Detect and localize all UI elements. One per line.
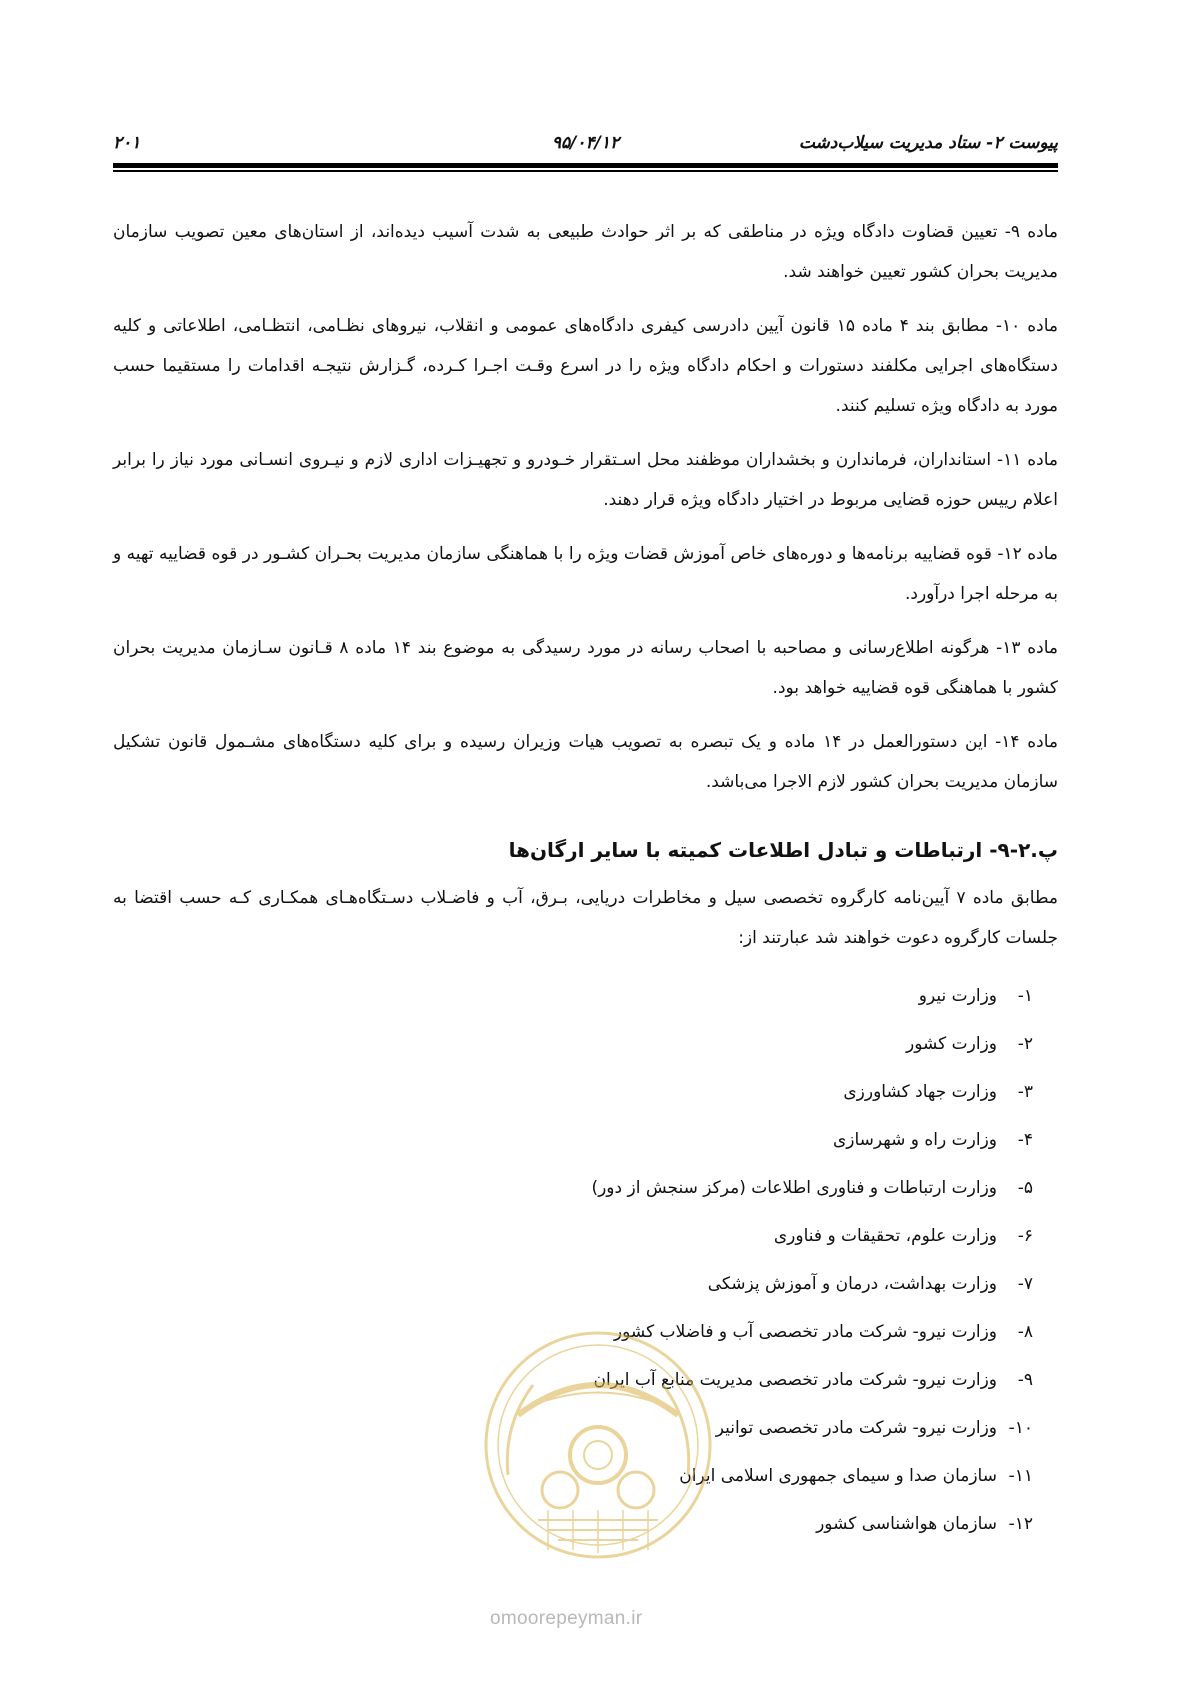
list-item-number: ۹- — [1017, 1370, 1033, 1390]
header-title: پیوست ۲- ستاد مدیریت سیلاب‌دشت — [798, 133, 1058, 153]
list-item-text: وزارت نیرو — [918, 986, 997, 1006]
header-rule-thin — [113, 170, 1058, 172]
list-item — [113, 1116, 1033, 1164]
section-heading: پ.۲-۹- ارتباطات و تبادل اطلاعات کمیته با سایر ارگان‌ها — [508, 838, 1058, 862]
list-item — [113, 1164, 1033, 1212]
list-item-number: ۶- — [1017, 1226, 1033, 1246]
list-item — [113, 1260, 1033, 1308]
list-item-text: وزارت راه و شهرسازی — [832, 1130, 997, 1150]
watermark-site: omoorepeyman.ir — [490, 1608, 643, 1629]
list-item-text: وزارت نیرو- شرکت مادر تخصصی آب و فاضلاب کشور — [613, 1322, 997, 1342]
article-9: ماده ۹- تعیین قضاوت دادگاه ویژه در مناطقی که بر اثر حوادث طبیعی به شدت آسیب دیده‌اند، از استان‌های معین تصویب سازمان مدیریت بحران کشور تعیین خواهند شد. — [113, 222, 1058, 282]
list-item-number: ۴- — [1017, 1130, 1033, 1150]
list-item — [113, 1068, 1033, 1116]
list-item-number: ۱۱- — [1008, 1466, 1033, 1486]
list-item-number: ۱۰- — [1008, 1418, 1033, 1438]
list-item-number: ۲- — [1017, 1034, 1033, 1054]
list-item-text: سازمان هواشناسی کشور — [816, 1514, 997, 1534]
list-item-text: وزارت جهاد کشاورزی — [843, 1082, 997, 1102]
list-item-text: وزارت علوم، تحقیقات و فناوری — [773, 1226, 997, 1246]
list-item-number: ۵- — [1017, 1178, 1033, 1198]
list-item-number: ۱- — [1017, 986, 1033, 1006]
list-item-text: وزارت نیرو- شرکت مادر تخصصی توانیر — [715, 1418, 997, 1438]
list-item-text: وزارت نیرو- شرکت مادر تخصصی مدیریت منابع آب ایران — [593, 1370, 997, 1390]
list-item-text: وزارت ارتباطات و فناوری اطلاعات (مرکز سنجش از دور) — [591, 1178, 997, 1198]
page-number: ۲۰۱ — [113, 133, 141, 153]
list-item — [113, 972, 1033, 1020]
list-item-number: ۷- — [1017, 1274, 1033, 1294]
article-13: ماده ۱۳- هرگونه اطلاع‌رسانی و مصاحبه با اصحاب رسانه در مورد رسیدگی به موضوع بند ۱۴ ماده ۸ قـانون سـازمان مدیریت بحران کشور با هماهنگی قوه قضاییه خواهد بود. — [113, 638, 1058, 698]
article-14: ماده ۱۴- این دستورالعمل در ۱۴ ماده و یک تبصره به تصویب هیات وزیران رسیده و برای کلیه دستگاه‌های مشـمول قانون تشکیل سازمان مدیریت بحران کشور لازم الاجرا می‌باشد. — [113, 732, 1059, 792]
list-item — [113, 1020, 1033, 1068]
article-10: ماده ۱۰- مطابق بند ۴ ماده ۱۵ قانون آیین دادرسی کیفری دادگاه‌های عمومی و انقلاب، نیروهای نظـامی، انتظـامی، اطلاعاتی و کلیه دستگاه‌های اجرایی مکلفند دستورات و احکام دادگاه ویژه را در اسرع وقـت اجـرا کـرده، گـزارش نتیجـه اقدامات را مستقیما حسب مورد به دادگاه ویژه تسلیم کنند. — [113, 316, 1058, 416]
page-header — [113, 128, 1058, 158]
header-rule-thick — [113, 163, 1058, 168]
article-12: ماده ۱۲- قوه قضاییه برنامه‌ها و دوره‌های خاص آموزش قضات ویژه را با هماهنگی سازمان مدیریت بحـران کشـور در قوه قضاییه تهیه و به مرحله اجرا درآورد. — [113, 544, 1058, 604]
watermark-stamp-icon — [478, 1325, 718, 1565]
list-item-number: ۸- — [1017, 1322, 1033, 1342]
list-item — [113, 1212, 1033, 1260]
header-date: ۹۵/۰۴/۱۲ — [551, 133, 620, 153]
article-11: ماده ۱۱- استانداران، فرماندارن و بخشداران موظفند محل اسـتقرار خـودرو و تجهیـزات اداری لازم و نیـروی انسـانی مورد نیاز را برابر اعلام رییس حوزه قضایی مربوط در اختیار دادگاه ویژه قرار دهند. — [113, 450, 1058, 510]
list-item-text: وزارت بهداشت، درمان و آموزش پزشکی — [707, 1274, 997, 1294]
list-item-number: ۳- — [1017, 1082, 1033, 1102]
list-item-text: سازمان صدا و سیمای جمهوری اسلامی ایران — [679, 1466, 997, 1486]
list-item-number: ۱۲- — [1008, 1514, 1033, 1534]
section-intro: مطابق ماده ۷ آیین‌نامه کارگروه تخصصی سیل و مخاطرات دریایی، بـرق، آب و فاضـلاب دسـتگاه‌هـای همکـاری کـه حسب اقتضا به جلسات کارگروه دعوت خواهند شد عبارتند از: — [113, 888, 1058, 948]
list-item-text: وزارت کشور — [905, 1034, 997, 1054]
